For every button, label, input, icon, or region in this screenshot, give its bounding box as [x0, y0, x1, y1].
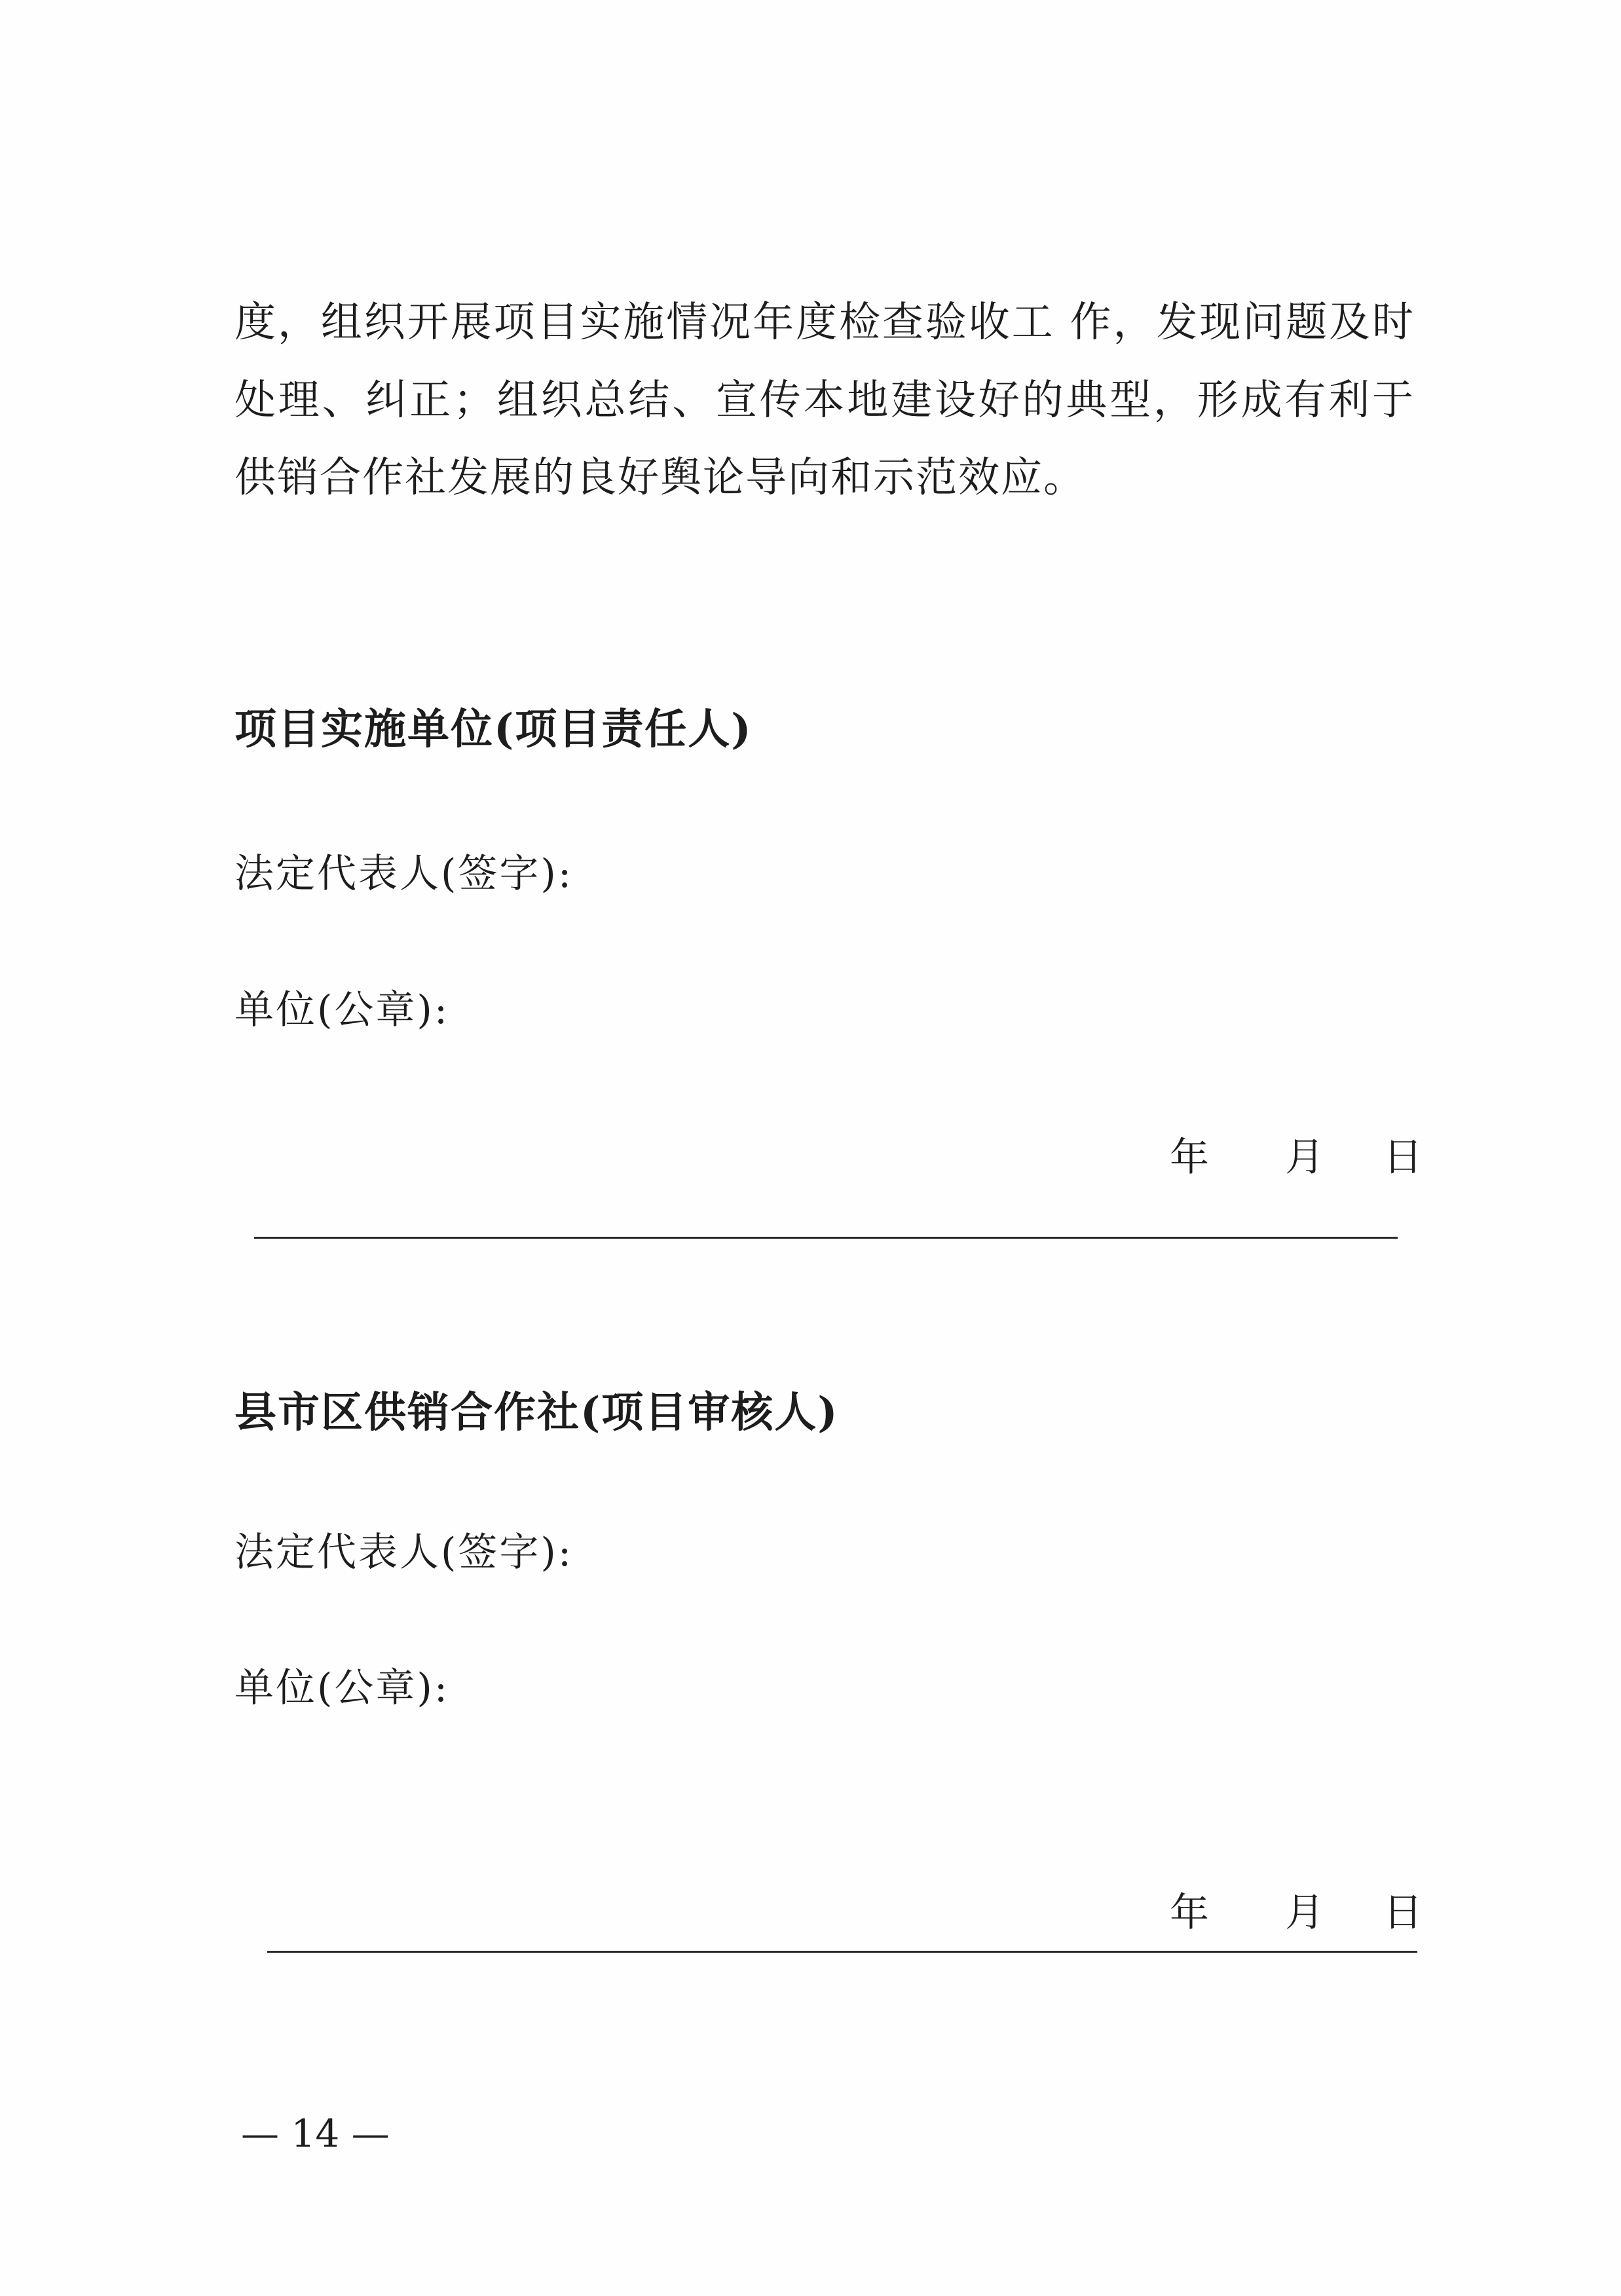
reviewer-legal-rep-label: 法定代表人(签字): — [234, 1530, 574, 1575]
implementer-signature-rule — [254, 1237, 1398, 1239]
implementer-date-row — [0, 1131, 1621, 1184]
reviewer-seal-label: 单位(公章): — [234, 1665, 450, 1711]
implementer-heading: 项目实施单位(项目责任人) — [234, 705, 753, 754]
paragraph-line-2: 处理、纠正；组织总结、宣传本地建设好的典型，形成有利于 — [234, 376, 1413, 424]
reviewer-date-month: 月 — [1285, 1890, 1324, 1936]
implementer-date-day: 日 — [1383, 1135, 1423, 1180]
page-number: — 14 — — [241, 2111, 390, 2156]
implementer-seal-label: 单位(公章): — [234, 987, 450, 1033]
reviewer-heading: 县市区供销合作社(项目审核人) — [234, 1388, 839, 1437]
implementer-legal-rep-label: 法定代表人(签字): — [234, 851, 574, 897]
reviewer-date-day: 日 — [1383, 1890, 1423, 1936]
reviewer-signature-rule — [267, 1951, 1417, 1953]
implementer-date-month: 月 — [1285, 1135, 1324, 1180]
reviewer-date-row — [0, 1887, 1621, 1939]
paragraph-line-3: 供销合作社发展的良好舆论导向和示范效应。 — [234, 453, 1086, 501]
paragraph-line-1: 度，组织开展项目实施情况年度检查验收工 作，发现问题及时 — [234, 298, 1413, 346]
implementer-date-year: 年 — [1170, 1135, 1209, 1180]
reviewer-date-year: 年 — [1170, 1890, 1209, 1936]
